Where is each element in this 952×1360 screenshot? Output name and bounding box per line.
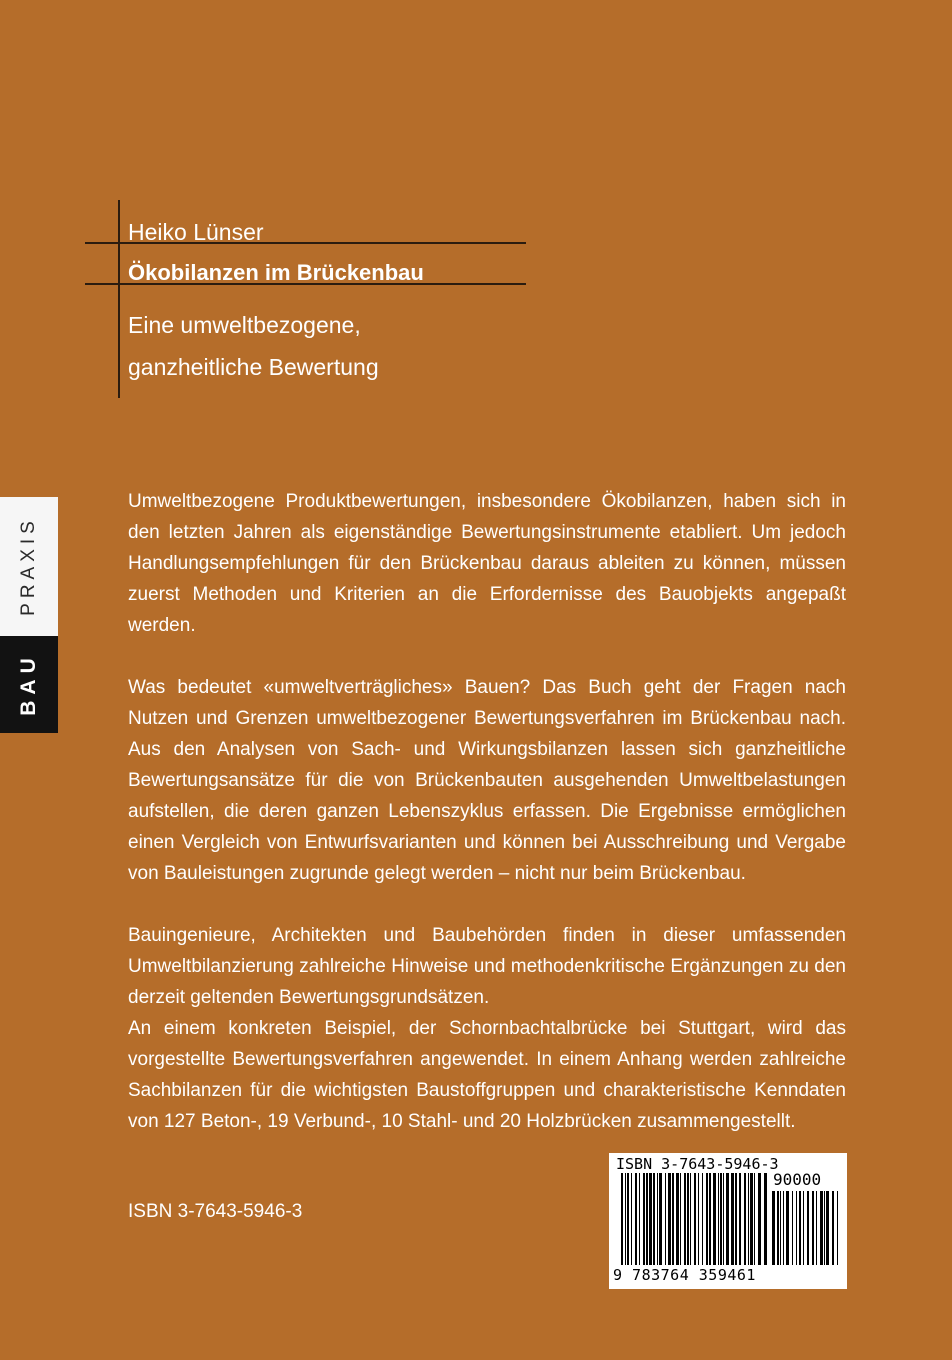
addon-bar-5 bbox=[792, 1191, 793, 1265]
addon-bar-10 bbox=[812, 1191, 814, 1265]
main-bar-15 bbox=[676, 1173, 679, 1265]
main-bar-3 bbox=[631, 1173, 632, 1265]
barcode bbox=[609, 1153, 847, 1289]
subtitle-line-1: Eine umweltbezogene, bbox=[128, 312, 361, 338]
addon-bar-1 bbox=[777, 1191, 779, 1265]
main-bar-29 bbox=[726, 1173, 729, 1265]
main-bar-14 bbox=[672, 1173, 674, 1265]
main-bar-33 bbox=[744, 1173, 746, 1265]
main-bar-4 bbox=[635, 1173, 637, 1265]
addon-bar-15 bbox=[832, 1191, 834, 1265]
blurb-paragraph-3: Bauingenieure, Architekten und Baubehörden finden in dieser umfassenden Umweltbilanzierung zahlreiche Hinweise und methodenkritische Ergänzungen zu den derzeit geltenden Bewertungsgrundsätzen. bbox=[128, 925, 846, 1008]
main-bar-38 bbox=[764, 1173, 767, 1265]
addon-bar-6 bbox=[796, 1191, 797, 1265]
main-bar-36 bbox=[754, 1173, 755, 1265]
book-subtitle bbox=[128, 304, 379, 388]
addon-bar-14 bbox=[826, 1191, 829, 1265]
addon-bar-9 bbox=[807, 1191, 809, 1265]
main-bar-22 bbox=[702, 1173, 703, 1265]
addon-bar-7 bbox=[799, 1191, 801, 1265]
main-bar-24 bbox=[709, 1173, 711, 1265]
series-bau-label: BAU bbox=[17, 652, 40, 716]
main-bar-37 bbox=[758, 1173, 761, 1265]
main-bar-21 bbox=[698, 1173, 699, 1265]
main-bar-10 bbox=[657, 1173, 658, 1265]
main-bar-6 bbox=[643, 1173, 645, 1265]
main-bar-9 bbox=[653, 1173, 655, 1265]
main-bar-19 bbox=[690, 1173, 691, 1265]
main-bar-2 bbox=[627, 1173, 629, 1265]
main-bar-16 bbox=[680, 1173, 681, 1265]
addon-bar-12 bbox=[820, 1191, 823, 1265]
addon-bar-8 bbox=[803, 1191, 804, 1265]
addon-bar-3 bbox=[783, 1191, 784, 1265]
main-bar-11 bbox=[659, 1173, 662, 1265]
main-bar-34 bbox=[748, 1173, 749, 1265]
barcode-ean-number: 9 783764 359461 bbox=[613, 1266, 756, 1284]
main-bar-0 bbox=[621, 1173, 623, 1265]
addon-bar-4 bbox=[786, 1191, 789, 1265]
main-bar-20 bbox=[694, 1173, 696, 1265]
addon-bar-16 bbox=[837, 1191, 838, 1265]
addon-bar-2 bbox=[780, 1191, 781, 1265]
main-bar-18 bbox=[687, 1173, 689, 1265]
main-bar-27 bbox=[720, 1173, 722, 1265]
main-bar-1 bbox=[625, 1173, 626, 1265]
vertical-rule bbox=[118, 200, 120, 398]
series-praxis-label: PRAXIS bbox=[18, 516, 39, 616]
barcode-isbn-label: ISBN 3-7643-5946-3 bbox=[616, 1155, 779, 1173]
main-bar-23 bbox=[706, 1173, 708, 1265]
main-bar-30 bbox=[731, 1173, 734, 1265]
subtitle-line-2: ganzheitliche Bewertung bbox=[128, 354, 379, 380]
main-bar-13 bbox=[668, 1173, 671, 1265]
series-tab-praxis bbox=[0, 497, 58, 636]
author-name: Heiko Lünser bbox=[128, 219, 264, 245]
book-title: Ökobilanzen im Brückenbau bbox=[128, 260, 424, 285]
addon-bar-0 bbox=[772, 1191, 775, 1265]
main-bar-12 bbox=[665, 1173, 666, 1265]
main-bar-8 bbox=[649, 1173, 652, 1265]
series-tab-bau bbox=[0, 636, 58, 733]
blurb-paragraph-4: An einem konkreten Beispiel, der Schornbachtalbrücke bei Stuttgart, wird das vorgestellte Bewertungsverfahren angewendet. In einem Anhang werden zahlreiche Sachbilanzen für die wichtigsten Baustoffgruppen und charakteristische Kenndaten von 127 Beton-, 19 Verbund-, 10 Stahl- und 20 Holzbrücken zusammengestellt. bbox=[128, 1018, 846, 1132]
main-bar-7 bbox=[646, 1173, 648, 1265]
main-bar-26 bbox=[718, 1173, 719, 1265]
main-bar-31 bbox=[735, 1173, 737, 1265]
addon-bar-11 bbox=[816, 1191, 817, 1265]
blurb-paragraph-1: Umweltbezogene Produktbewertungen, insbesondere Ökobilanzen, haben sich in den letzten Jahren als eigenständige Bewertungsinstrumente etabliert. Um jedoch Handlungsempfehlungen für den Brückenbau daraus ableiten zu können, müssen zuerst Methoden und Kriterien an die Erfordernisse des Bauobjekts angepaßt werden. bbox=[128, 491, 846, 636]
main-bar-5 bbox=[639, 1173, 640, 1265]
main-bar-28 bbox=[723, 1173, 724, 1265]
main-bar-32 bbox=[739, 1173, 741, 1265]
isbn-text: ISBN 3-7643-5946-3 bbox=[128, 1201, 303, 1222]
blurb-paragraph-2: Was bedeutet «umweltverträgliches» Bauen? Das Buch geht der Fragen nach Nutzen und Grenzen umweltbezogener Bewertungsverfahren im Brückenbau nach. Aus den Analysen von Sach- und Wirkungsbilanzen lassen sich ganzheitliche Bewertungsansätze für die von Brückenbauten ausgehenden Umweltbelastungen aufstellen, die deren ganzen Lebenszyklus erfassen. Die Ergebnisse ermöglichen einen Vergleich von Entwurfsvarianten und können bei Ausschreibung und Vergabe von Bauleistungen zugrunde gelegt werden – nicht nur beim Brückenbau. bbox=[128, 677, 846, 884]
main-bar-25 bbox=[713, 1173, 716, 1265]
main-bar-17 bbox=[684, 1173, 686, 1265]
main-bar-35 bbox=[750, 1173, 753, 1265]
addon-bar-13 bbox=[824, 1191, 825, 1265]
barcode-addon-number: 90000 bbox=[773, 1170, 822, 1189]
